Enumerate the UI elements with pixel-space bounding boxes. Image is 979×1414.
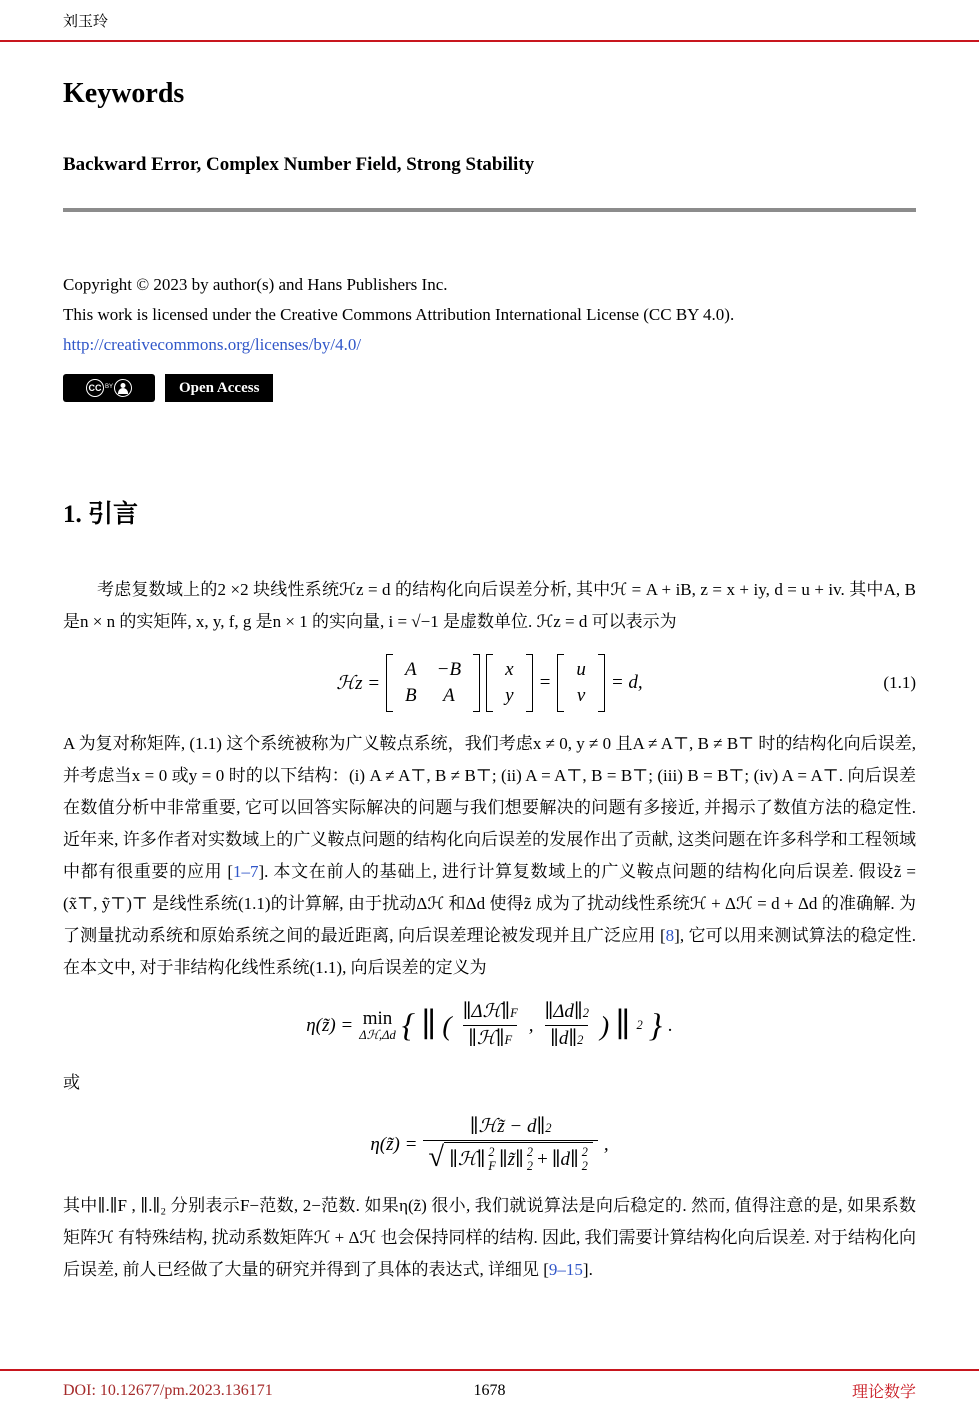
main-fraction: ∥ℋz̃ − d∥ 2 √ ∥ℋ∥ 2 F ∥z̃∥ 2 2 + ∥d∥ 2 2 [423, 1115, 597, 1174]
fraction-delta-d: ∥Δd∥ 2 ∥d∥ 2 [539, 1000, 593, 1051]
bracket-right [598, 654, 605, 712]
open-access-label: Open Access [179, 380, 260, 396]
matrix-cell: A [443, 685, 455, 706]
page-footer [0, 1369, 979, 1414]
paragraph-text: ]. [582, 1260, 593, 1279]
left-brace: { [401, 1007, 416, 1045]
page-content [63, 78, 916, 1286]
ref-link-8[interactable]: 8 [665, 926, 675, 945]
header-rule [0, 40, 979, 42]
unknown-vector [486, 654, 532, 712]
right-paren: ) [599, 1009, 610, 1041]
min-operator [359, 1009, 396, 1042]
paragraph-text: A 为复对称矩阵, (1.1) 这个系统被称为广义鞍点系统，我们考虑x ≠ 0, y ≠ 0 且A ≠ A⊤, B ≠ B⊤ 时的结构化向后误差, 并考虑当x = 0 或y = 0 时的以下结构：(i) A ≠ A⊤, B ≠ B⊤; (ii) A = A⊤, B = B⊤; (iii) B = B⊤; (iv) A = A⊤. 向后误差在数值分析中非常重要, 它可以回答实际解决的问题与我们想要解决的问题有多接近, 并揭示了数值方法的稳定性. 近年来, 许多作者对实数域上的广义鞍点问题的结构化向后误差的发展作出了贡献, 这类问题在许多科学和工程领域中都有很重要的应用 [ [63, 734, 916, 881]
eta-lhs: η(z̃) = [370, 1133, 418, 1155]
period: . [668, 1014, 673, 1036]
equation-number: (1.1) [883, 673, 916, 692]
equation-1-1 [63, 654, 916, 712]
equation-eta-min [63, 1000, 916, 1051]
author-name: 刘玉玲 [63, 14, 109, 30]
fraction-delta-h: ∥Δℋ∥ F ∥ℋ∥ F [458, 1000, 523, 1051]
coefficient-matrix [386, 654, 480, 712]
matrix-cell: B [405, 685, 417, 706]
comma: , [528, 1014, 534, 1036]
paragraph-main [63, 728, 916, 984]
ref-link-1-7[interactable]: 1–7 [233, 862, 259, 881]
cc-by-label: BY [104, 384, 114, 390]
keywords-text: Backward Error, Complex Number Field, Strong Stability [63, 154, 535, 175]
eta-lhs: η(z̃) = [306, 1014, 354, 1036]
matrix-cell: A [405, 659, 417, 680]
matrix-cell: −B [436, 659, 462, 680]
min-word: min [362, 1008, 393, 1030]
bracket-right [473, 654, 480, 712]
vector-cell: y [505, 685, 514, 706]
paragraph-closing [63, 1190, 916, 1286]
cc-by-badge[interactable] [63, 374, 155, 402]
section-title-introduction: 1. 引言 [63, 501, 139, 528]
comma: , [603, 1133, 609, 1155]
or-word: 或 [63, 1073, 80, 1093]
journal-name: 理论数学 [851, 1384, 916, 1401]
equation-eta-ratio [63, 1115, 916, 1174]
open-access-badge[interactable] [165, 374, 273, 402]
paragraph-text: ], 它可以用来测试算法的稳定性. 在本文中, 对于非结构化线性系统(1.1), 向后误差的定义为 [63, 926, 916, 977]
norm-subscript: 2 [636, 1018, 643, 1033]
paragraph-text: 其中∥.∥F , ∥.∥₂ 分别表示F−范数, 2−范数. 如果η(z̃) 很小, 我们就说算法是向后稳定的. 然而, 值得注意的是, 如果系数矩阵ℋ 有特殊结构, 扰动系数矩阵ℋ + Δℋ 也会保持同样的结构. 因此, 我们需要计算结构化向后误差. 对于结构化向后误差, 前人已经做了大量的研究并得到了具体的表达式, 详细见 [ [63, 1196, 916, 1279]
bracket-left [557, 654, 564, 712]
page-number: 1678 [473, 1381, 506, 1399]
right-brace: } [648, 1007, 663, 1045]
sqrt-symbol: √ [428, 1141, 445, 1173]
eq11-lhs: ℋz = [336, 672, 381, 694]
license-block [63, 270, 916, 402]
min-subscript: Δℋ,Δd [359, 1028, 396, 1043]
equals-sign: = [538, 672, 552, 693]
license-badges [63, 374, 916, 402]
bracket-right [526, 654, 533, 712]
bracket-left [486, 654, 493, 712]
plus-sign: + [535, 1148, 549, 1170]
norm-open: ∥ [421, 1007, 437, 1045]
license-link[interactable]: http://creativecommons.org/licenses/by/4.0/ [63, 335, 362, 354]
copyright-line: Copyright © 2023 by author(s) and Hans Publishers Inc. [63, 275, 448, 294]
license-statement: This work is licensed under the Creative Commons Attribution International License (CC BY 4.0). [63, 305, 735, 324]
doi-link[interactable]: DOI: 10.12677/pm.2023.136171 [63, 1381, 273, 1399]
vector-cell: u [576, 659, 586, 680]
ref-link-9-15[interactable]: 9–15 [548, 1260, 583, 1279]
by-person-icon [114, 379, 132, 397]
norm-close: ∥ [615, 1007, 631, 1045]
vector-cell: x [505, 659, 514, 680]
rhs-vector [557, 654, 605, 712]
square-root: √ ∥ℋ∥ 2 F ∥z̃∥ 2 2 + ∥d∥ 2 2 [428, 1142, 592, 1174]
vector-cell: v [576, 685, 586, 706]
left-paren: ( [442, 1009, 452, 1041]
paragraph-intro: 考虑复数域上的2 ×2 块线性系统ℋz = d 的结构化向后误差分析, 其中ℋ = A + iB, z = x + iy, d = u + iv. 其中A, B 是n × n 的实矩阵, x, y, f, g 是n × 1 的实向量, i = √−1 是虚数单位. ℋz = d 可以表示为 [63, 580, 916, 631]
eq11-tail: = d, [610, 672, 643, 693]
running-header [0, 0, 979, 31]
keywords-heading: Keywords [63, 78, 185, 109]
bracket-left [386, 654, 393, 712]
paragraph-text: ]. 本文在前人的基础上, 进行计算复数域上的广义鞍点问题的结构化向后误差. 假设z̃ = (x̃⊤, ỹ⊤)⊤ 是线性系统(1.1)的计算解, 由于扰动Δℋ 和Δd 使得z̃ 成为了扰动线性系统ℋ + Δℋ = d + Δd 的准确解. 为了测量扰动系统和原始系统之间的最近距离, 向后误差理论被发现并且广泛应用 [ [63, 862, 916, 945]
cc-icon: CC [86, 379, 104, 397]
section-divider-rule [63, 208, 916, 212]
